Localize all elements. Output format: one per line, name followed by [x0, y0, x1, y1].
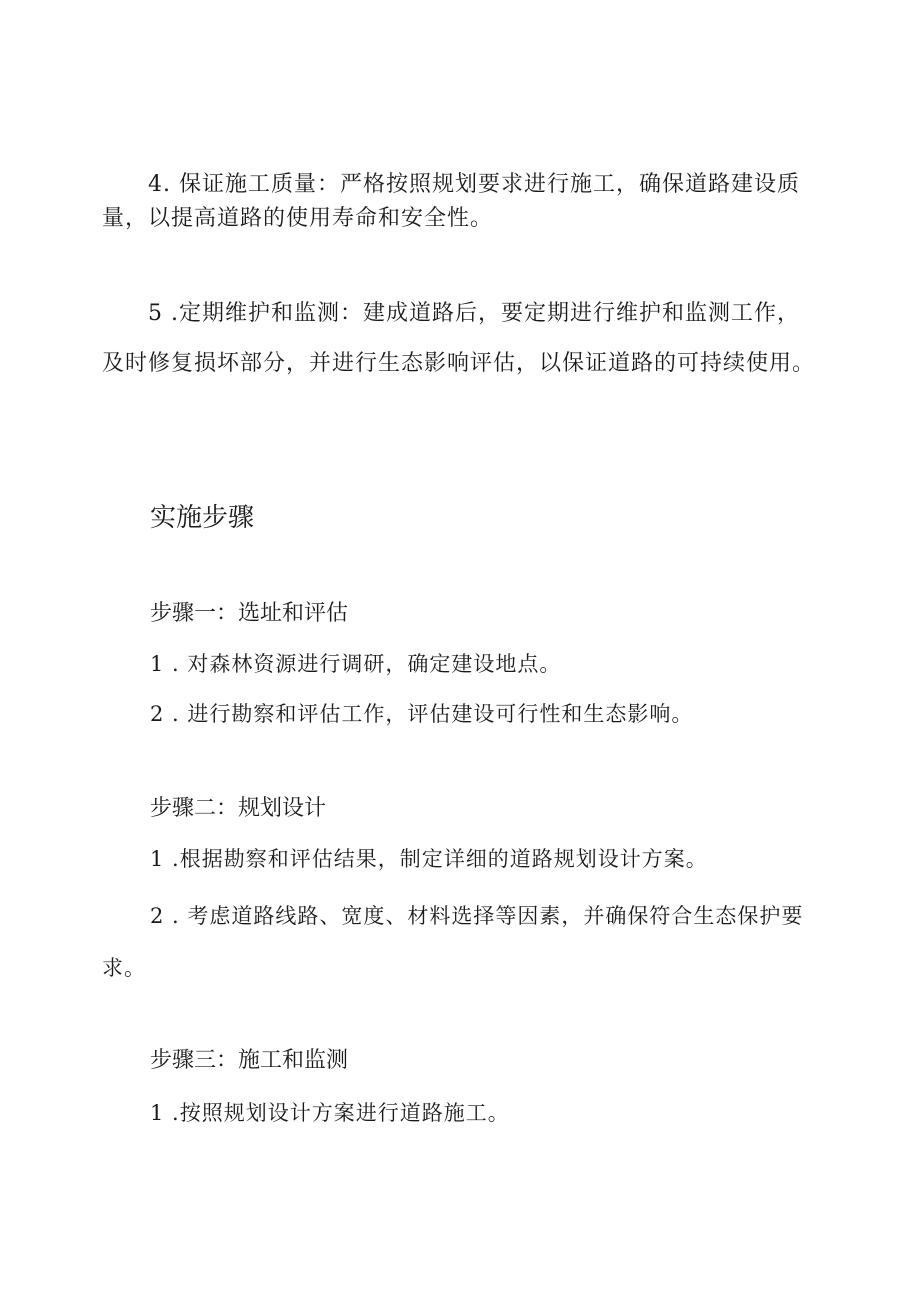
step-3-item-1: 1 .按照规划设计方案进行道路施工。 — [150, 1101, 510, 1125]
point-4-paragraph: 4. 保证施工质量：严格按照规划要求进行施工，确保道路建设质量，以提高道路的使用寿命和安全性。 — [102, 172, 800, 231]
step-1-item-2: 2 . 进行勘察和评估工作，评估建设可行性和生态影响。 — [150, 702, 694, 726]
step-2-item-2: 2 . 考虑道路线路、宽度、材料选择等因素，并确保符合生态保护要求。 — [102, 904, 804, 980]
step-1-title: 步骤一：选址和评估 — [150, 601, 349, 626]
step-2-title: 步骤二：规划设计 — [150, 796, 327, 821]
step-2-item-1: 1 .根据勘察和评估结果，制定详细的道路规划设计方案。 — [150, 847, 708, 871]
point-5-paragraph: 5 .定期维护和监测：建成道路后，要定期进行维护和监测工作，及时修复损坏部分，并进行生态影响评估，以保证道路的可持续使用。 — [102, 301, 816, 376]
section-title: 实施步骤 — [150, 503, 255, 533]
step-3-title: 步骤三：施工和监测 — [150, 1048, 349, 1073]
step-1-item-1: 1 . 对森林资源进行调研，确定建设地点。 — [150, 652, 562, 676]
